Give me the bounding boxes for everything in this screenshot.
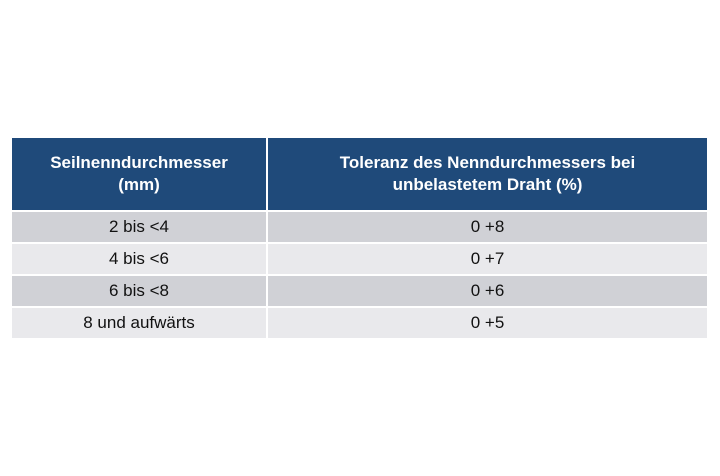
cell-diameter: 6 bis <8 xyxy=(12,275,267,307)
cell-diameter: 2 bis <4 xyxy=(12,211,267,243)
cell-diameter: 8 und aufwärts xyxy=(12,307,267,339)
header-tolerance-line2: unbelastetem Draht (%) xyxy=(392,175,583,194)
tolerance-table-container xyxy=(12,138,707,340)
table-row xyxy=(12,307,707,339)
cell-diameter: 4 bis <6 xyxy=(12,243,267,275)
tolerance-table xyxy=(12,138,707,340)
table-header-row xyxy=(12,138,707,211)
cell-tolerance: 0 +6 xyxy=(267,275,707,307)
table-row xyxy=(12,275,707,307)
header-diameter-line1: Seilnenndurchmesser xyxy=(50,153,228,172)
cell-tolerance: 0 +5 xyxy=(267,307,707,339)
table-row xyxy=(12,243,707,275)
cell-tolerance: 0 +7 xyxy=(267,243,707,275)
header-tolerance-line1: Toleranz des Nenndurchmessers bei xyxy=(339,153,636,172)
header-tolerance xyxy=(267,138,707,211)
header-diameter xyxy=(12,138,267,211)
header-diameter-line2: (mm) xyxy=(118,175,160,194)
cell-tolerance: 0 +8 xyxy=(267,211,707,243)
table-row xyxy=(12,211,707,243)
